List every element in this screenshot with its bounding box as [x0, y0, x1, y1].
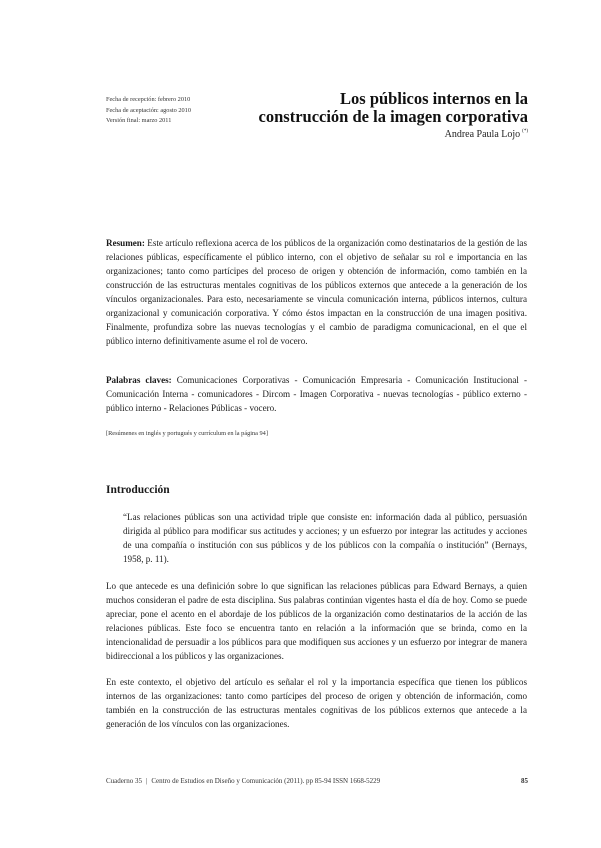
- abstract-label: Resumen:: [106, 238, 145, 248]
- keywords-text: Comunicaciones Corporativas - Comunicación Empresaria - Comunicación Institucional - Comunicación Interna - comunicadores - Dircom - Imagen Corporativa - nuevas tecnologías - público externo - público interno - Relaciones Públicas - vocero.: [106, 375, 527, 413]
- page-number: 85: [521, 777, 528, 785]
- section-heading-introduction: Introducción: [106, 484, 170, 496]
- footer-separator: |: [145, 777, 148, 785]
- received-date: Fecha de recepción: febrero 2010: [106, 96, 191, 103]
- body-paragraph-2: En este contexto, el objetivo del artículo es señalar el rol y la importancia específica que tienen los públicos internos de las organizaciones: tanto como partícipes del proceso de origen y obtención de información, como también en la construcción de las estructuras mentales cognitivas de los públicos externos que antecede a la generación de los vínculos con las organizaciones.: [106, 677, 527, 729]
- reception-dates: [106, 95, 191, 127]
- abstract: [106, 236, 527, 348]
- footer-publication-info: Centro de Estudios en Diseño y Comunicación (2011). pp 85-94 ISSN 1668-5229: [151, 777, 381, 785]
- footer-journal-issue: Cuaderno 35: [106, 777, 142, 785]
- author-name: Andrea Paula Lojo: [444, 129, 521, 140]
- keywords: [106, 373, 527, 415]
- page-footer: [106, 777, 380, 785]
- author-line: [445, 129, 528, 140]
- article-title: [259, 90, 528, 126]
- keywords-label: Palabras claves:: [106, 375, 172, 385]
- title-line-1: Los públicos internos en la: [340, 89, 528, 108]
- body-paragraph-1: Lo que antecede es una definición sobre lo que significan las relaciones públicas para Edward Bernays, a quien muchos consideran el padre de esta disciplina. Sus palabras continúan vigentes hasta el día de hoy. Como se puede apreciar, pone el acento en el abordaje de los públicos de la organización como destinatarios de la acción de las relaciones públicas. Este foco se encuentra tanto en relación a la información que se brinda, como en la intencionalidad de persuadir a los públicos para que modifiquen sus acciones y un esfuerzo por integrar de manera bidireccional a los públicos y las organizaciones.: [106, 581, 527, 661]
- abstract-reference-note: [Resúmenes en inglés y portugués y currículum en la página 94]: [106, 430, 268, 437]
- abstract-text: Este artículo reflexiona acerca de los públicos de la organización como destinatarios de la gestión de las relaciones públicas, específicamente el público interno, con el objetivo de señalar su rol e importancia en las organizaciones; tanto como partícipes del proceso de origen y obtención de información, como también en la construcción de las estructuras mentales cognitivas de los públicos externos que antecede a la generación de los vínculos organizacionales. Para esto, necesariamente se vincula comunicación interna, públicos internos, cultura organizacional y comunicación corporativa. Y cómo éstos impactan en la construcción de una imagen positiva. Finalmente, profundiza sobre las nuevas tecnologías y el cambio de paradigma comunicacional, en el que el público interno definitivamente asume el rol de vocero.: [106, 238, 527, 346]
- author-footnote-mark: (*): [522, 129, 528, 134]
- final-version-date: Versión final: marzo 2011: [106, 117, 172, 124]
- title-line-2: construcción de la imagen corporativa: [258, 107, 528, 126]
- epigraph-quote: “Las relaciones públicas son una actividad triple que consiste en: información dada al público, persuasión dirigida al público para modificar sus actitudes y acciones; y un esfuerzo por integrar las actitudes y acciones de una compañía o institución con sus públicos y de los públicos con la compañía o institución” (Bernays, 1958, p. 11).: [123, 512, 527, 564]
- accepted-date: Fecha de aceptación: agosto 2010: [106, 106, 191, 114]
